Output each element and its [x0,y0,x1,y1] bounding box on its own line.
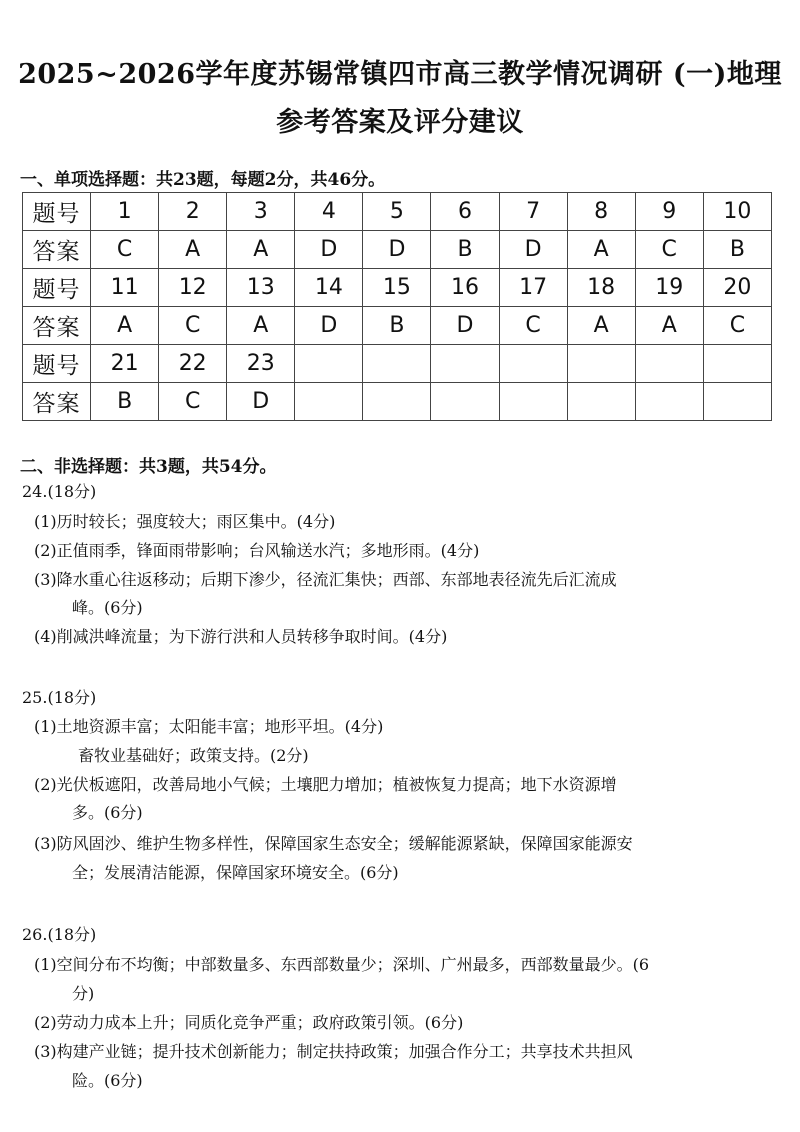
number-row [23,193,772,231]
number-cell: 22 [159,345,227,383]
q26-answer-2: (2)劳动力成本上升；同质化竞争严重；政府政策引领。(6分) [34,1013,464,1032]
q24-answer-3: (3)降水重心往返移动；后期下渗少，径流汇集快；西部、东部地表径流先后汇流成 [34,570,617,589]
q26-answer-3-cont: 险。(6分) [72,1071,143,1090]
number-cell [363,345,431,383]
answer-cell: C [703,307,771,345]
number-cell: 23 [227,345,295,383]
answer-row-label: 答案 [23,231,91,269]
answer-cell [499,383,567,421]
q26-answer-1: (1)空间分布不均衡；中部数量多、东西部数量少；深圳、广州最多，西部数量最少。(6 [34,955,650,974]
answer-row-label: 答案 [23,307,91,345]
number-cell: 14 [295,269,363,307]
answer-cell: A [635,307,703,345]
number-cell: 11 [91,269,159,307]
answer-cell: C [159,383,227,421]
number-cell: 20 [703,269,771,307]
answer-cell: D [295,307,363,345]
number-cell: 21 [91,345,159,383]
number-cell: 5 [363,193,431,231]
number-cell: 10 [703,193,771,231]
answer-cell: A [159,231,227,269]
answer-table [22,192,772,421]
answer-cell: A [91,307,159,345]
q25-answer-1-cont: 畜牧业基础好；政策支持。(2分) [78,746,309,765]
number-cell: 17 [499,269,567,307]
answer-cell: D [431,307,499,345]
answer-cell: A [567,307,635,345]
answer-cell: C [91,231,159,269]
answer-row [23,383,772,421]
question-25-header: 25.(18分) [22,688,97,707]
number-cell: 2 [159,193,227,231]
number-cell: 16 [431,269,499,307]
answer-cell: A [227,307,295,345]
answer-cell: A [227,231,295,269]
number-row-label: 题号 [23,269,91,307]
number-cell [567,345,635,383]
document-subtitle: 参考答案及评分建议 [276,107,524,138]
answer-row [23,307,772,345]
answer-cell [635,383,703,421]
number-cell: 6 [431,193,499,231]
answer-cell: B [703,231,771,269]
number-cell: 7 [499,193,567,231]
question-26-header: 26.(18分) [22,925,97,944]
q25-answer-1: (1)土地资源丰富；太阳能丰富；地形平坦。(4分) [34,717,384,736]
number-cell [499,345,567,383]
number-cell: 19 [635,269,703,307]
answer-cell: B [363,307,431,345]
answer-cell [363,383,431,421]
answer-cell [567,383,635,421]
answer-cell [431,383,499,421]
number-cell [431,345,499,383]
number-cell: 3 [227,193,295,231]
answer-cell: C [499,307,567,345]
answer-cell: C [635,231,703,269]
answer-cell: D [499,231,567,269]
question-24-header: 24.(18分) [22,482,97,501]
answer-cell: C [159,307,227,345]
q24-answer-1: (1)历时较长；强度较大；雨区集中。(4分) [34,512,336,531]
answer-cell: D [363,231,431,269]
q24-answer-3-cont: 峰。(6分) [72,598,143,617]
number-row-label: 题号 [23,345,91,383]
number-cell: 18 [567,269,635,307]
number-cell: 13 [227,269,295,307]
number-cell: 4 [295,193,363,231]
answer-cell: A [567,231,635,269]
number-row [23,345,772,383]
answer-row [23,231,772,269]
number-cell [635,345,703,383]
number-cell [295,345,363,383]
q26-answer-3: (3)构建产业链；提升技术创新能力；制定扶持政策；加强合作分工；共享技术共担风 [34,1042,633,1061]
number-cell: 9 [635,193,703,231]
q25-answer-2: (2)光伏板遮阳，改善局地小气候；土壤肥力增加；植被恢复力提高；地下水资源增 [34,775,617,794]
q25-answer-2-cont: 多。(6分) [72,803,143,822]
answer-cell: D [295,231,363,269]
q26-answer-1-cont: 分) [72,984,95,1003]
number-cell: 1 [91,193,159,231]
number-row [23,269,772,307]
number-row-label: 题号 [23,193,91,231]
number-cell: 15 [363,269,431,307]
answer-cell: B [91,383,159,421]
number-cell: 12 [159,269,227,307]
number-cell: 8 [567,193,635,231]
answer-cell: B [431,231,499,269]
answer-cell: D [227,383,295,421]
answer-cell [703,383,771,421]
q25-answer-3: (3)防风固沙、维护生物多样性，保障国家生态安全；缓解能源紧缺，保障国家能源安 [34,834,633,853]
q24-answer-2: (2)正值雨季，锋面雨带影响；台风输送水汽；多地形雨。(4分) [34,541,480,560]
section1-heading: 一、单项选择题：共23题，每题2分，共46分。 [20,170,386,190]
q24-answer-4: (4)削减洪峰流量；为下游行洪和人员转移争取时间。(4分) [34,627,448,646]
number-cell [703,345,771,383]
answer-row-label: 答案 [23,383,91,421]
q25-answer-3-cont: 全；发展清洁能源，保障国家环境安全。(6分) [72,863,399,882]
answer-cell [295,383,363,421]
document-title: 2025~2026学年度苏锡常镇四市高三教学情况调研 (一)地理 [18,59,782,90]
section2-heading: 二、非选择题：共3题，共54分。 [20,457,277,477]
